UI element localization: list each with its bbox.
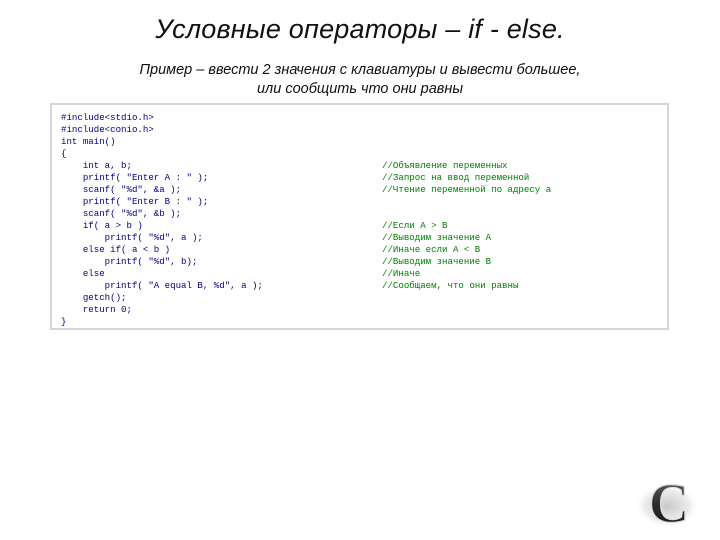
c-logo-letter: C	[648, 473, 690, 532]
code-comment: //Запрос на ввод переменной	[382, 172, 530, 183]
code-text: #include<conio.h>	[61, 124, 154, 135]
code-line	[61, 304, 132, 316]
code-text: }	[61, 316, 67, 327]
code-text: else if( a < b )	[61, 244, 171, 255]
code-text: scanf( "%d", &a );	[61, 184, 182, 195]
code-text: #include<stdio.h>	[61, 112, 154, 123]
code-text: scanf( "%d", &b );	[61, 208, 182, 219]
code-line	[61, 160, 508, 172]
code-line	[61, 280, 519, 292]
c-language-logo-icon	[633, 470, 705, 532]
code-comment: //Объявление переменных	[382, 160, 508, 171]
code-comment: //Сообщаем, что они равны	[382, 280, 519, 291]
code-text: return 0;	[61, 304, 132, 315]
code-line	[61, 172, 530, 184]
code-line	[61, 136, 116, 148]
code-line	[61, 208, 181, 220]
code-line	[61, 220, 448, 232]
code-line	[61, 292, 127, 304]
code-line	[61, 268, 421, 280]
subtitle-line-1: Пример – ввести 2 значения с клавиатуры и вывести большее,	[139, 62, 581, 78]
code-line	[61, 196, 208, 208]
code-text: printf( "%d", a );	[61, 232, 203, 243]
code-line	[61, 256, 492, 268]
code-text: printf( "Enter A : " );	[61, 172, 209, 183]
code-text: int a, b;	[61, 160, 132, 171]
code-line	[61, 316, 66, 328]
code-listing	[50, 103, 669, 330]
code-comment: //Чтение переменной по адресу а	[382, 184, 552, 195]
slide-title: Условные операторы – if - else.	[155, 14, 565, 44]
code-text: else	[61, 268, 105, 279]
slide-subtitle	[100, 61, 620, 99]
code-text: {	[61, 148, 67, 159]
code-text: int main()	[61, 136, 116, 147]
subtitle-line-2: или сообщить что они равны	[256, 81, 463, 97]
code-text: getch();	[61, 292, 127, 303]
c-logo-graphic	[633, 470, 705, 532]
code-text: printf( "A equal B, %d", a );	[61, 280, 263, 291]
code-comment: //Если А > B	[382, 220, 448, 231]
code-comment: //Иначе	[382, 268, 421, 279]
code-comment: //Выводим значение B	[382, 256, 492, 267]
code-line	[61, 148, 66, 160]
code-line	[61, 112, 154, 124]
code-comment: //Выводим значение А	[382, 232, 492, 243]
code-text: printf( "Enter B : " );	[61, 196, 209, 207]
code-line	[61, 124, 154, 136]
code-line	[61, 184, 552, 196]
code-text: if( a > b )	[61, 220, 143, 231]
code-line	[61, 244, 481, 256]
code-comment: //Иначе если А < B	[382, 244, 481, 255]
code-text: printf( "%d", b);	[61, 256, 198, 267]
code-line	[61, 232, 492, 244]
